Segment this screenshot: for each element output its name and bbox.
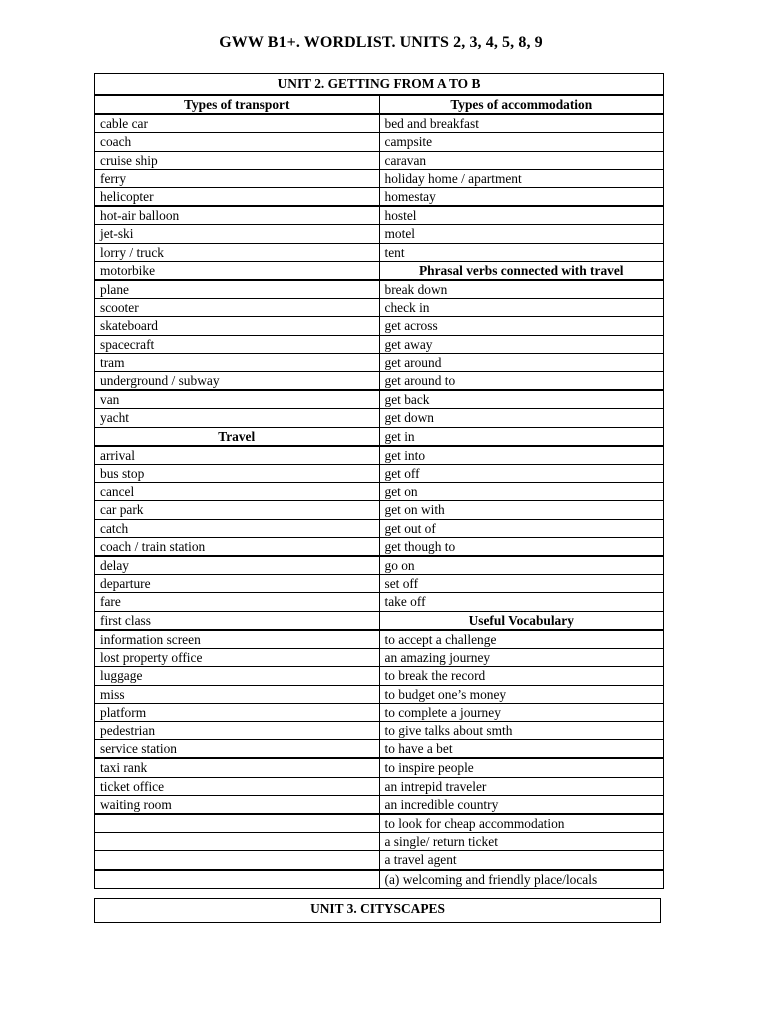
table-row bbox=[95, 851, 664, 870]
cell-right: get out of bbox=[379, 519, 664, 537]
cell-left: tram bbox=[95, 353, 380, 371]
cell-left: hot-air balloon bbox=[95, 206, 380, 225]
table-row bbox=[95, 575, 664, 593]
table-row bbox=[95, 317, 664, 335]
table-row bbox=[95, 188, 664, 207]
cell-right: get on with bbox=[379, 501, 664, 519]
table-row bbox=[95, 353, 664, 371]
cell-left bbox=[95, 814, 380, 833]
unit-3-heading: UNIT 3. CITYSCAPES bbox=[94, 898, 661, 923]
cell-left: cruise ship bbox=[95, 151, 380, 169]
cell-right: (a) welcoming and friendly place/locals bbox=[379, 870, 664, 889]
table-row bbox=[95, 114, 664, 133]
unit-heading-row bbox=[95, 74, 664, 96]
table-row bbox=[95, 280, 664, 299]
table-row bbox=[95, 870, 664, 889]
cell-left: spacecraft bbox=[95, 335, 380, 353]
cell-left: coach bbox=[95, 133, 380, 151]
cell-right: to budget one’s money bbox=[379, 685, 664, 703]
cell-left: ticket office bbox=[95, 777, 380, 795]
cell-right: go on bbox=[379, 556, 664, 575]
cell-left: delay bbox=[95, 556, 380, 575]
cell-right: campsite bbox=[379, 133, 664, 151]
cell-left: fare bbox=[95, 593, 380, 611]
cell-right: an amazing journey bbox=[379, 649, 664, 667]
cell-right: check in bbox=[379, 299, 664, 317]
cell-right: set off bbox=[379, 575, 664, 593]
cell-right: to break the record bbox=[379, 667, 664, 685]
table-row bbox=[95, 261, 664, 280]
table-row bbox=[95, 537, 664, 556]
cell-right: get though to bbox=[379, 537, 664, 556]
cell-right: to look for cheap accommodation bbox=[379, 814, 664, 833]
cell-left: underground / subway bbox=[95, 372, 380, 391]
cell-right: get in bbox=[379, 427, 664, 446]
cell-left bbox=[95, 851, 380, 870]
cell-right: take off bbox=[379, 593, 664, 611]
table-row bbox=[95, 483, 664, 501]
cell-left: helicopter bbox=[95, 188, 380, 207]
table-row bbox=[95, 814, 664, 833]
section-heading-right: Types of accommodation bbox=[379, 95, 664, 114]
cell-right: get down bbox=[379, 409, 664, 427]
cell-left: first class bbox=[95, 611, 380, 630]
cell-right: to give talks about smth bbox=[379, 721, 664, 739]
cell-left: departure bbox=[95, 575, 380, 593]
cell-right: homestay bbox=[379, 188, 664, 207]
cell-left: miss bbox=[95, 685, 380, 703]
cell-right: get around to bbox=[379, 372, 664, 391]
table-row bbox=[95, 427, 664, 446]
wordlist-body bbox=[95, 74, 664, 889]
cell-left: ferry bbox=[95, 169, 380, 187]
document-title: GWW B1+. WORDLIST. UNITS 2, 3, 4, 5, 8, 9 bbox=[219, 34, 543, 51]
table-row bbox=[95, 703, 664, 721]
cell-left bbox=[95, 833, 380, 851]
table-row bbox=[95, 390, 664, 409]
cell-left: waiting room bbox=[95, 795, 380, 814]
cell-left: car park bbox=[95, 501, 380, 519]
cell-right: a travel agent bbox=[379, 851, 664, 870]
cell-right: an incredible country bbox=[379, 795, 664, 814]
cell-left: platform bbox=[95, 703, 380, 721]
cell-right: get around bbox=[379, 353, 664, 371]
cell-right: get into bbox=[379, 446, 664, 465]
cell-right: caravan bbox=[379, 151, 664, 169]
cell-right: motel bbox=[379, 225, 664, 243]
cell-left: cancel bbox=[95, 483, 380, 501]
cell-left: arrival bbox=[95, 446, 380, 465]
cell-left: lorry / truck bbox=[95, 243, 380, 261]
cell-left: lost property office bbox=[95, 649, 380, 667]
table-row bbox=[95, 667, 664, 685]
table-row bbox=[95, 335, 664, 353]
table-row bbox=[95, 299, 664, 317]
table-row bbox=[95, 446, 664, 465]
table-row bbox=[95, 225, 664, 243]
cell-right: get across bbox=[379, 317, 664, 335]
table-row bbox=[95, 611, 664, 630]
section-heading-right: Phrasal verbs connected with travel bbox=[379, 261, 664, 280]
table-row bbox=[95, 169, 664, 187]
table-row bbox=[95, 372, 664, 391]
cell-right: bed and breakfast bbox=[379, 114, 664, 133]
table-row bbox=[95, 151, 664, 169]
cell-right: tent bbox=[379, 243, 664, 261]
table-row bbox=[95, 409, 664, 427]
cell-right: an intrepid traveler bbox=[379, 777, 664, 795]
cell-right: break down bbox=[379, 280, 664, 299]
cell-left: service station bbox=[95, 740, 380, 759]
cell-right: get off bbox=[379, 465, 664, 483]
cell-left: luggage bbox=[95, 667, 380, 685]
table-row bbox=[95, 777, 664, 795]
table-row bbox=[95, 95, 664, 114]
cell-left: coach / train station bbox=[95, 537, 380, 556]
cell-right: to accept a challenge bbox=[379, 630, 664, 649]
cell-right: to have a bet bbox=[379, 740, 664, 759]
unit-2-heading: UNIT 2. GETTING FROM A TO B bbox=[95, 74, 664, 96]
table-row bbox=[95, 740, 664, 759]
table-row bbox=[95, 630, 664, 649]
section-heading-right: Useful Vocabulary bbox=[379, 611, 664, 630]
cell-left: scooter bbox=[95, 299, 380, 317]
cell-left: taxi rank bbox=[95, 758, 380, 777]
cell-left: jet-ski bbox=[95, 225, 380, 243]
table-row bbox=[95, 465, 664, 483]
cell-right: hostel bbox=[379, 206, 664, 225]
table-row bbox=[95, 519, 664, 537]
table-row bbox=[95, 685, 664, 703]
cell-left: motorbike bbox=[95, 261, 380, 280]
cell-left: skateboard bbox=[95, 317, 380, 335]
table-row bbox=[95, 501, 664, 519]
cell-right: get back bbox=[379, 390, 664, 409]
cell-left: bus stop bbox=[95, 465, 380, 483]
table-row bbox=[95, 758, 664, 777]
cell-left: cable car bbox=[95, 114, 380, 133]
cell-left: plane bbox=[95, 280, 380, 299]
table-row bbox=[95, 593, 664, 611]
cell-left: information screen bbox=[95, 630, 380, 649]
cell-left: yacht bbox=[95, 409, 380, 427]
cell-right: a single/ return ticket bbox=[379, 833, 664, 851]
unit-2-wordlist-table bbox=[94, 73, 664, 889]
table-row bbox=[95, 649, 664, 667]
cell-right: get away bbox=[379, 335, 664, 353]
table-row bbox=[95, 243, 664, 261]
table-row bbox=[95, 721, 664, 739]
cell-right: get on bbox=[379, 483, 664, 501]
table-row bbox=[95, 833, 664, 851]
cell-right: holiday home / apartment bbox=[379, 169, 664, 187]
table-row bbox=[95, 206, 664, 225]
cell-left: catch bbox=[95, 519, 380, 537]
table-row bbox=[95, 795, 664, 814]
cell-left bbox=[95, 870, 380, 889]
cell-right: to inspire people bbox=[379, 758, 664, 777]
section-heading-left: Types of transport bbox=[95, 95, 380, 114]
cell-right: to complete a journey bbox=[379, 703, 664, 721]
section-heading-left: Travel bbox=[95, 427, 380, 446]
cell-left: van bbox=[95, 390, 380, 409]
cell-left: pedestrian bbox=[95, 721, 380, 739]
table-row bbox=[95, 556, 664, 575]
table-row bbox=[95, 133, 664, 151]
